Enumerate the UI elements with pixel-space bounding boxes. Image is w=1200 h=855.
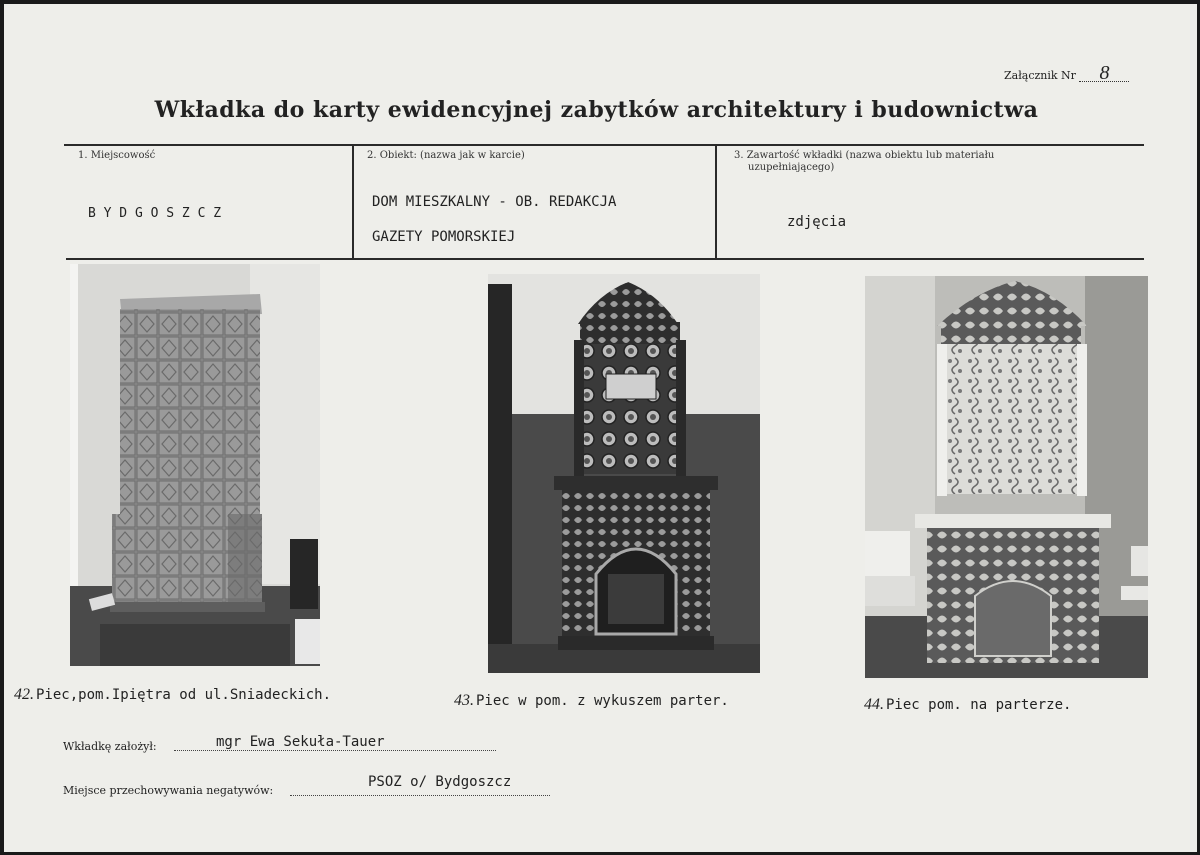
photo-stove-1 bbox=[70, 264, 320, 666]
header-bottom-rule bbox=[66, 258, 1144, 260]
caption-photo-1 bbox=[14, 686, 331, 704]
photo-stove-1-image bbox=[70, 264, 320, 666]
header-divider-2 bbox=[715, 144, 717, 258]
caption-photo-2 bbox=[454, 692, 729, 710]
contents-value: zdjęcia bbox=[787, 214, 847, 230]
author-dots bbox=[174, 750, 496, 751]
photo-stove-2-image bbox=[488, 274, 760, 673]
header-top-rule bbox=[64, 144, 1144, 146]
storage-label: Miejsce przechowywania negatywów: bbox=[63, 784, 274, 797]
contents-label-line2: uzupełniającego) bbox=[748, 162, 835, 173]
caption-text-2: Piec w pom. z wykuszem parter. bbox=[476, 693, 729, 709]
contents-label-line1: 3. Zawartość wkładki (nazwa obiektu lub materiału bbox=[734, 150, 995, 161]
author-label: Wkładkę założył: bbox=[63, 740, 157, 753]
attachment-number bbox=[1004, 62, 1129, 84]
photo-stove-3 bbox=[865, 276, 1148, 678]
author-value: mgr Ewa Sekuła-Tauer bbox=[216, 734, 385, 750]
header-divider-1 bbox=[352, 144, 354, 258]
attachment-label: Załącznik Nr bbox=[1004, 69, 1076, 82]
caption-number-3: 44. bbox=[864, 696, 884, 713]
caption-text-3: Piec pom. na parterze. bbox=[886, 697, 1072, 713]
caption-number-2: 43. bbox=[454, 692, 474, 709]
caption-photo-3 bbox=[864, 696, 1071, 714]
object-label: 2. Obiekt: (nazwa jak w karcie) bbox=[367, 150, 525, 161]
page-title: Wkładka do karty ewidencyjnej zabytków architektury i budownictwa bbox=[154, 97, 1039, 123]
photo-stove-3-image bbox=[865, 276, 1148, 678]
storage-value: PSOZ o/ Bydgoszcz bbox=[368, 774, 512, 790]
caption-number-1: 42. bbox=[14, 686, 34, 703]
caption-text-1: Piec,pom.Ipiętra od ul.Sniadeckich. bbox=[36, 687, 332, 703]
locality-label: 1. Miejscowość bbox=[78, 150, 156, 161]
locality-value: B Y D G O S Z C Z bbox=[88, 206, 222, 221]
object-value-line1: DOM MIESZKALNY - OB. REDAKCJA bbox=[372, 194, 617, 210]
photo-stove-2 bbox=[488, 274, 760, 673]
attachment-value: 8 bbox=[1079, 65, 1129, 82]
storage-dots bbox=[290, 795, 550, 796]
object-value-line2: GAZETY POMORSKIEJ bbox=[372, 229, 516, 245]
